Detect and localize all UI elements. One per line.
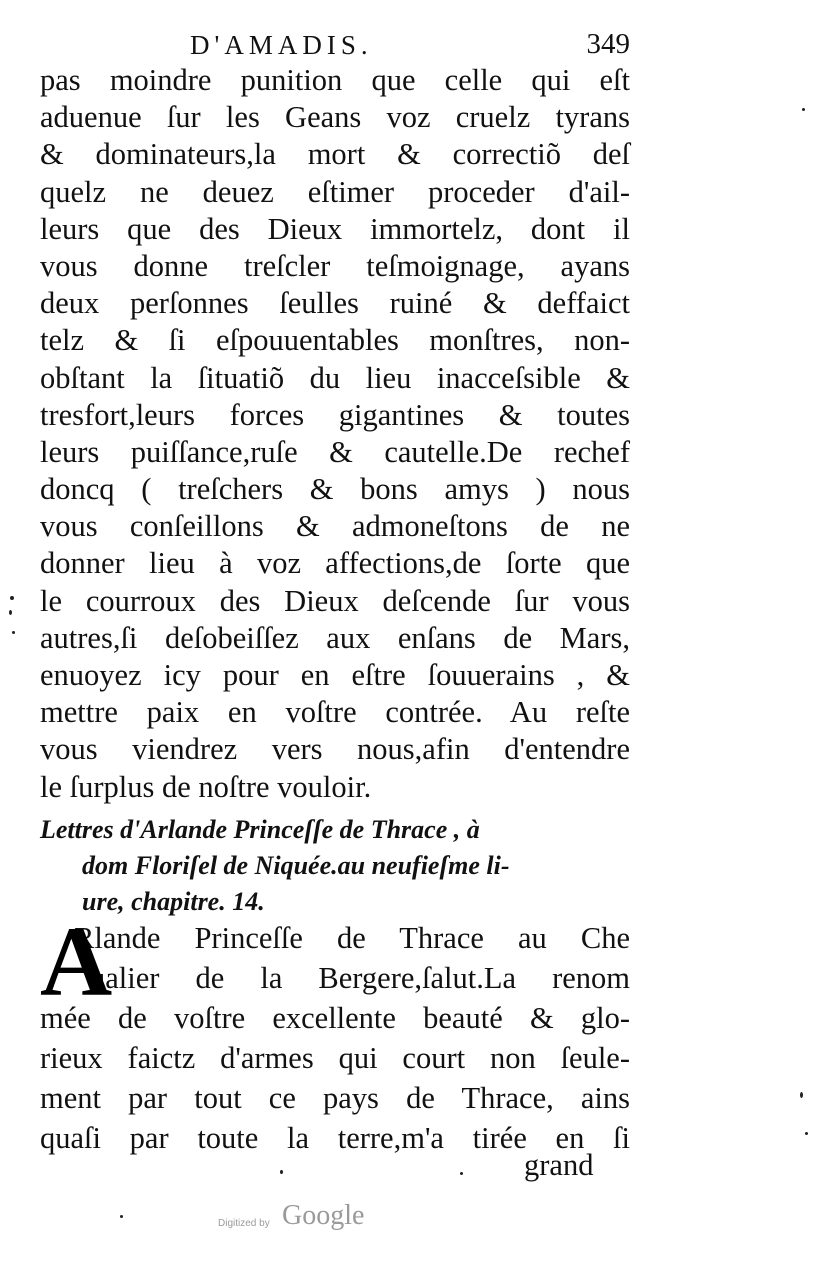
section-heading [40,812,630,920]
text-line: autres,ſi deſobeiſſez aux enſans de Mars, [40,620,630,655]
text-line: mettre paix en voſtre contrée. Au reſte [40,695,630,730]
text-line: deux perſonnes ſeulles ruiné & deffaict [40,286,630,321]
ink-speck [120,1215,123,1218]
letter-line: mée de voſtre excellente beauté & glo- [40,1001,630,1035]
ink-speck [805,1132,808,1135]
body-text [40,62,630,806]
ink-speck [9,610,12,615]
text-line: le courroux des Dieux deſcende ſur vous [40,583,630,618]
text-line: donner lieu à voz affections,de ſorte que [40,546,630,581]
text-line: tresfort,leurs forces gigantines & toutes [40,397,630,432]
text-line: quelz ne deuez eſtimer proceder d'ail- [40,174,630,209]
text-line: pas moindre punition que celle qui eſt [40,63,630,97]
text-line: telz & ſi eſpouuentables monſtres, non- [40,323,630,358]
ink-speck [460,1172,463,1175]
ink-speck [800,1092,803,1098]
text-line: vous conſeillons & admoneſtons de ne [40,509,630,544]
text-line: le ſurplus de noſtre vouloir. [40,769,372,804]
catchword: grand [524,1148,594,1182]
ink-speck [12,631,15,634]
letter-body [40,906,630,1158]
running-head [40,26,630,66]
text-line: leurs puiſſance,ruſe & cautelle.De rechef [40,434,630,469]
text-line: vous viendrez vers nous,afin d'entendre [40,732,630,767]
heading-line-2: dom Floriſel de Niquée.au neufieſme li- [82,851,510,880]
letter-line: Rlande Princeſſe de Thrace au Che [74,921,630,955]
text-line: leurs que des Dieux immortelz, dont il [40,211,630,246]
heading-line-1: Lettres d'Arlande Princeſſe de Thrace , à [40,815,480,844]
ink-speck [280,1170,283,1174]
ink-speck [10,596,14,600]
drop-cap: A [40,906,113,1017]
letter-line: ualier de la Bergere,ſalut.La renom [90,961,630,995]
text-line: vous donne treſcler teſmoignage, ayans [40,248,630,283]
letter-line: quaſi par toute la terre,m'a tirée en ſi [40,1121,630,1155]
letter-line: ment par tout ce pays de Thrace, ains [40,1081,630,1115]
text-line: & dominateurs,la mort & correctiõ deſ [40,137,630,172]
letter-line: rieux faictz d'armes qui court non ſeule- [40,1041,630,1075]
page-number: 349 [586,28,630,60]
text-line: obſtant la ſituatiõ du lieu inacceſsible & [40,360,630,395]
heading-line-3: ure, chapitre. 14. [82,887,265,916]
digitization-watermark [218,1200,418,1240]
ink-speck [802,108,805,111]
text-line: enuoyez icy pour en eſtre ſouuerains , & [40,658,630,692]
watermark-prefix: Digitized by [218,1218,270,1229]
google-logo: Google [282,1200,365,1231]
text-line: doncq ( treſchers & bons amys ) nous [40,472,630,507]
running-title: D'AMADIS. [190,30,373,60]
text-line: aduenue ſur les Geans voz cruelz tyrans [40,100,630,135]
